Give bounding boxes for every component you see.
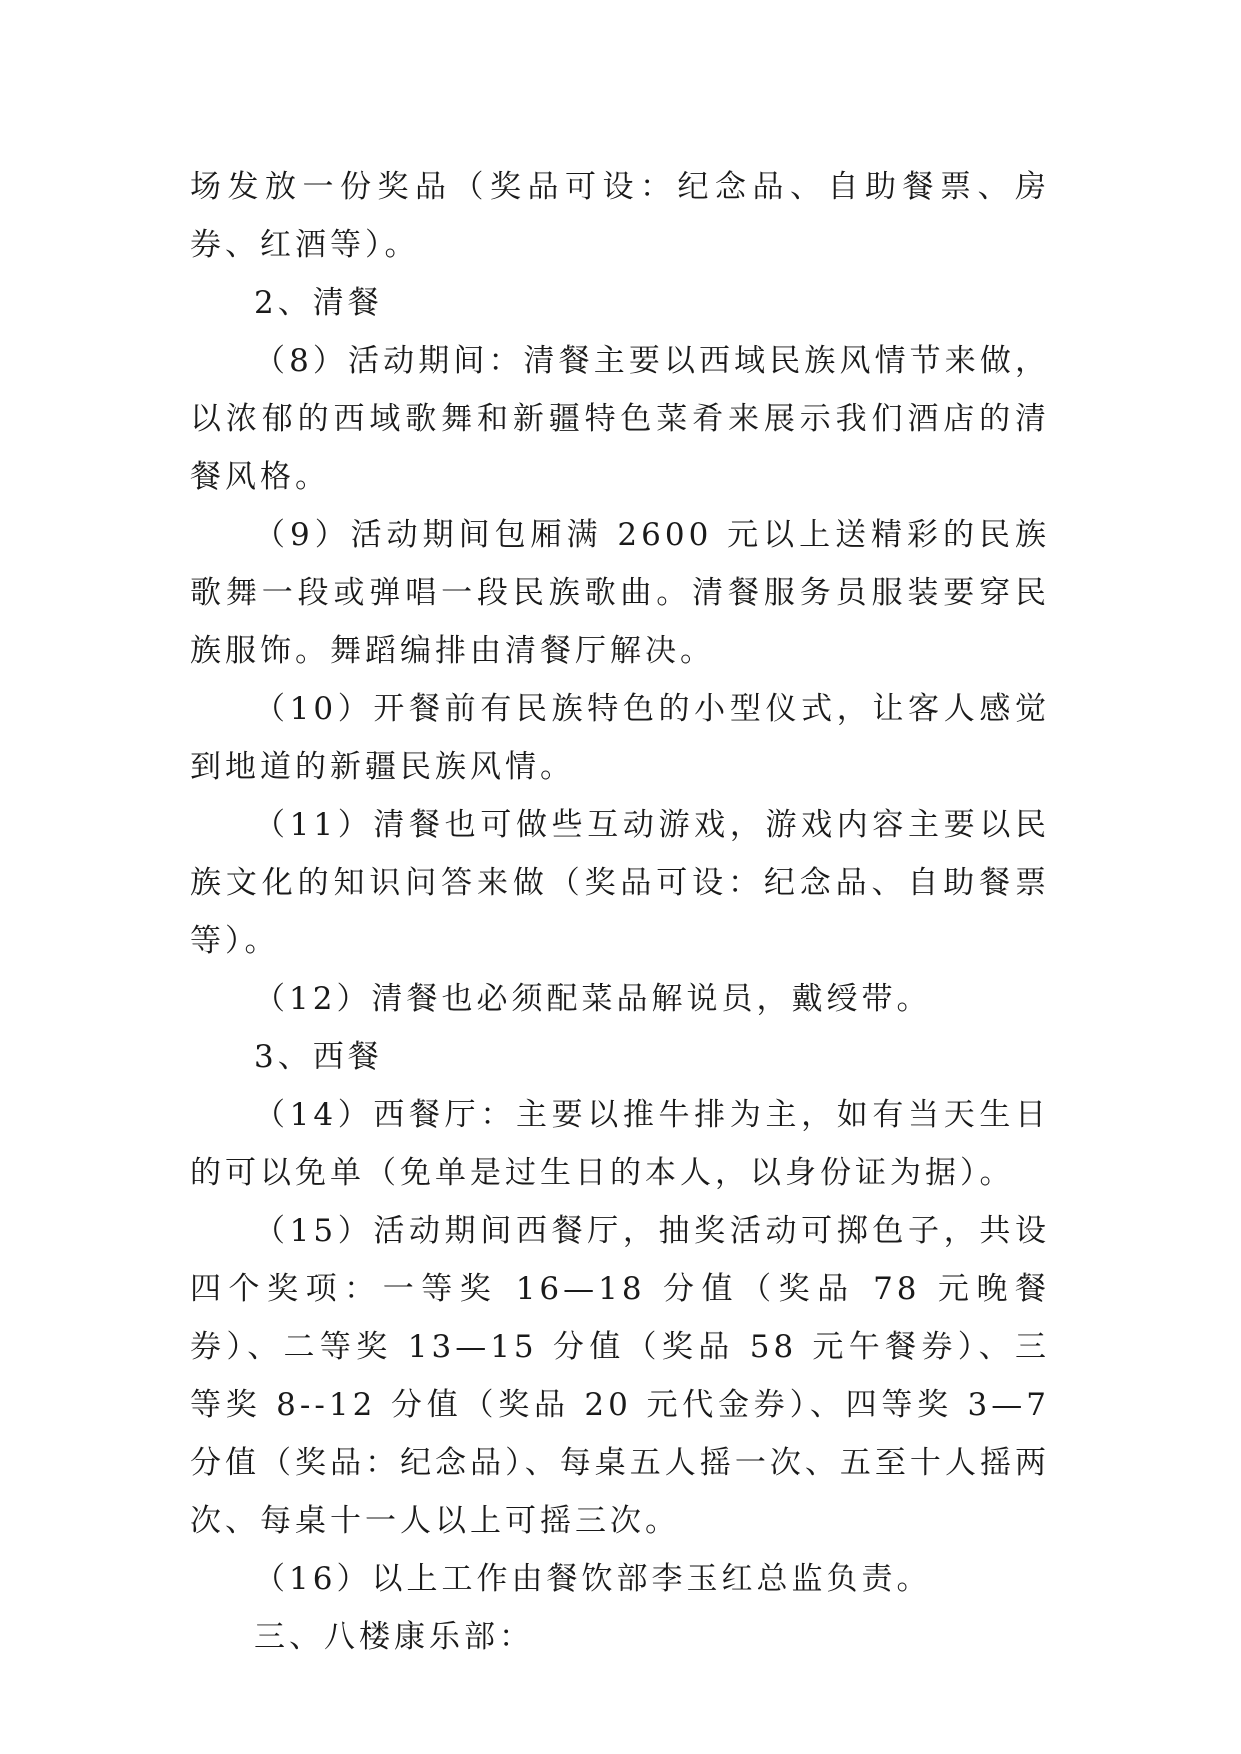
- paragraph-item-14: （14）西餐厅：主要以推牛排为主，如有当天生日的可以免单（免单是过生日的本人，以身份证为据）。: [190, 1097, 1050, 1191]
- paragraph-item-10: （10）开餐前有民族特色的小型仪式，让客人感觉到地道的新疆民族风情。: [190, 691, 1050, 785]
- paragraph-item-8: （8）活动期间：清餐主要以西域民族风情节来做，以浓郁的西域歌舞和新疆特色菜肴来展示我们酒店的清餐风格。: [190, 343, 1050, 495]
- section-heading-kangle: 三、八楼康乐部：: [254, 1619, 534, 1655]
- paragraph-continuation: 场发放一份奖品（奖品可设：纪念品、自助餐票、房券、红酒等）。: [190, 169, 1050, 263]
- paragraph-item-11: （11）清餐也可做些互动游戏，游戏内容主要以民族文化的知识问答来做（奖品可设：纪念品、自助餐票等）。: [190, 807, 1050, 959]
- document-body: [190, 158, 1050, 1666]
- section-heading-xican: 3、西餐: [254, 1039, 383, 1075]
- paragraph-item-16: （16）以上工作由餐饮部李玉红总监负责。: [254, 1561, 932, 1597]
- paragraph-item-12: （12）清餐也必须配菜品解说员，戴绶带。: [254, 981, 932, 1017]
- paragraph-item-9: （9）活动期间包厢满 2600 元以上送精彩的民族歌舞一段或弹唱一段民族歌曲。清餐服务员服装要穿民族服饰。舞蹈编排由清餐厅解决。: [190, 517, 1050, 669]
- section-heading-qingcan: 2、清餐: [254, 285, 383, 321]
- paragraph-item-15: （15）活动期间西餐厅，抽奖活动可掷色子，共设四个奖项：一等奖 16—18 分值（奖品 78 元晚餐券）、二等奖 13—15 分值（奖品 58 元午餐券）、三等奖 8--12 分值（奖品 20 元代金券）、四等奖 3—7 分值（奖品：纪念品）、每桌五人摇一次、五至十人摇两次、每桌十一人以上可摇三次。: [190, 1213, 1050, 1539]
